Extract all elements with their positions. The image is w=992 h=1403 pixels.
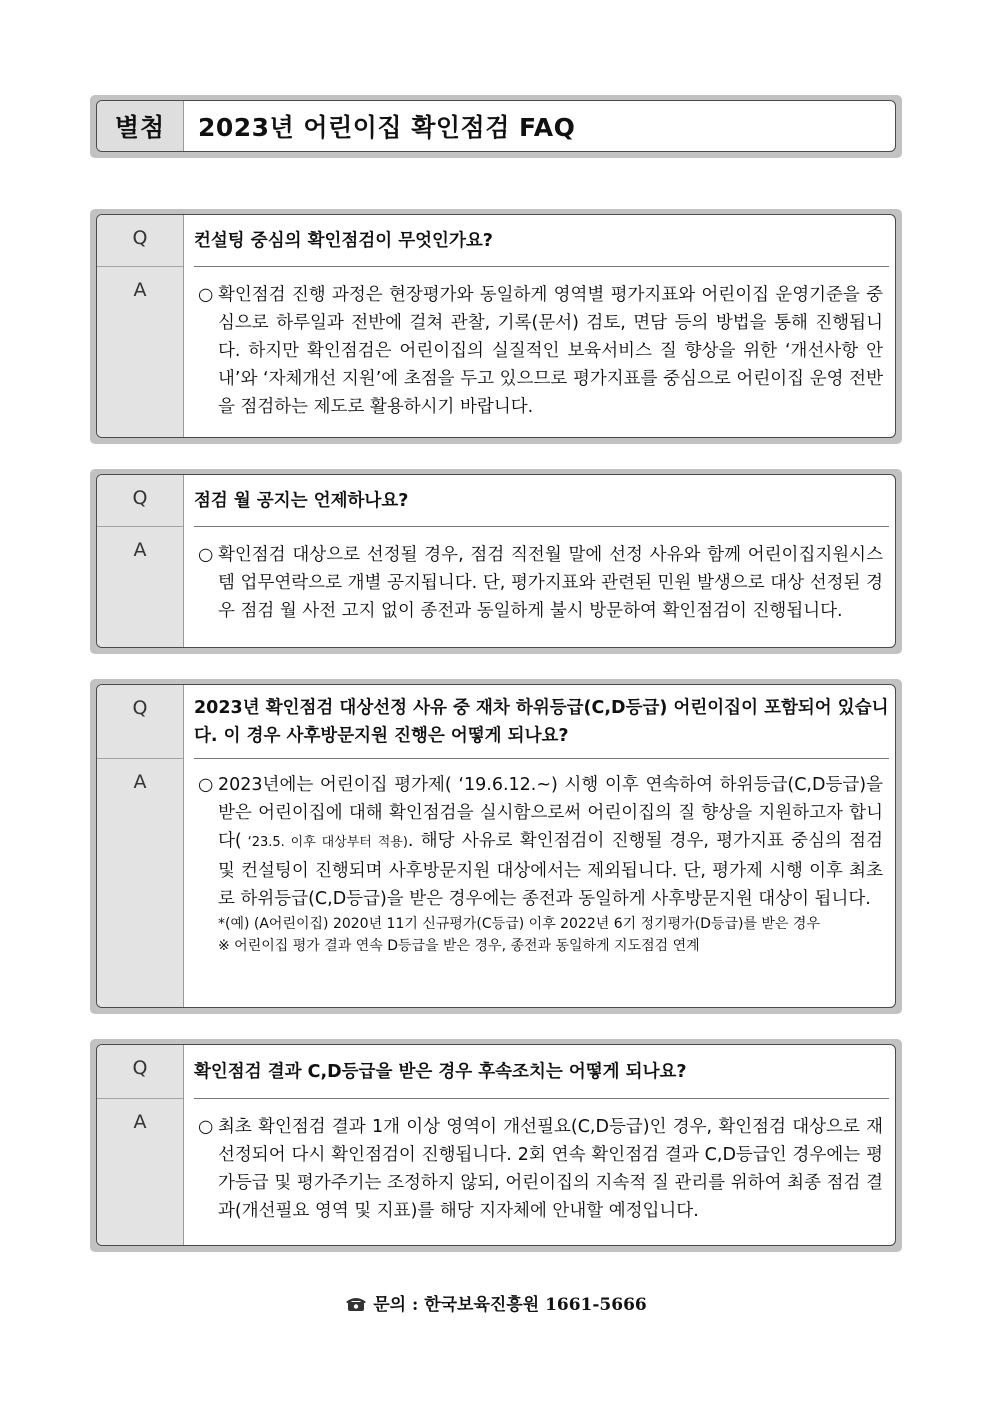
telephone-icon — [345, 1296, 367, 1317]
q-label: Q — [132, 697, 148, 719]
a-label: A — [133, 771, 147, 793]
page-title: 2023년 어린이집 확인점검 FAQ — [198, 113, 576, 142]
faq-answer-1: 확인점검 진행 과정은 현장평가와 동일하게 영역별 평가지표와 어린이집 운영기준을 중심으로 하루일과 전반에 걸쳐 관찰, 기록(문서) 검토, 면담 등의 방법을 통해 진행됩니다. 하지만 확인점검은 어린이집의 실질적인 보육서비스 질 향상을 위한 ‘개선사항 안내’와 ‘자체개선 지원’에 초점을 두고 있으므로 평가지표를 중심으로 어린이집 운영 전반을 점검하는 제도로 활용하시기 바랍니다. — [218, 285, 883, 417]
faq-answer-2: 확인점검 대상으로 선정될 경우, 점검 직전월 말에 선정 사유와 함께 어린이집지원시스템 업무연락으로 개별 공지됩니다. 단, 평가지표와 관련된 민원 발생으로 대상 선정된 경우 점검 월 사전 고지 없이 종전과 동일하게 불시 방문하여 확인점검이 진행됩니다. — [218, 545, 883, 621]
a-label: A — [133, 1111, 147, 1133]
bullet: ○ — [198, 775, 214, 795]
bullet: ○ — [198, 545, 214, 565]
faq-question-3: 2023년 확인점검 대상선정 사유 중 재차 하위등급(C,D등급) 어린이집이 포함되어 있습니다. 이 경우 사후방문지원 진행은 어떻게 되나요? — [194, 685, 889, 759]
faq-item-1 — [90, 209, 902, 444]
q-label: Q — [132, 1057, 148, 1079]
faq-item-2 — [90, 469, 902, 654]
attachment-label: 별첨 — [97, 101, 184, 151]
bullet: ○ — [198, 1117, 214, 1137]
faq-question-1: 컨설팅 중심의 확인점검이 무엇인가요? — [194, 215, 889, 267]
faq-answer-4: 최초 확인점검 결과 1개 이상 영역이 개선필요(C,D등급)인 경우, 확인점검 대상으로 재선정되어 다시 확인점검이 진행됩니다. 2회 연속 확인점검 결과 C,D등급인 경우에는 평가등급 및 평가주기는 조정하지 않되, 어린이집의 지속적 질 관리를 위하여 최종 점검 결과(개선필요 영역 및 지표)를 해당 지자체에 안내할 예정입니다. — [218, 1117, 883, 1221]
title-box — [90, 95, 902, 158]
bullet: ○ — [198, 285, 214, 305]
reference-note: ※ 어린이집 평가 결과 연속 D등급을 받은 경우, 종전과 동일하게 지도점검 연계 — [218, 938, 700, 954]
a-label: A — [133, 539, 147, 561]
faq-question-2: 점검 월 공지는 언제하나요? — [194, 475, 889, 527]
faq-question-4: 확인점검 결과 C,D등급을 받은 경우 후속조치는 어떻게 되나요? — [194, 1045, 889, 1099]
faq-answer-3: 2023년에는 어린이집 평가제( ‘19.6.12.~) 시행 이후 연속하여 하위등급(C,D등급)을 받은 어린이집에 대해 확인점검을 실시함으로써 어린이집의 질 향상을 지원하고자 합니다( ‘23.5. 이후 대상부터 적용). 해당 사유로 확인점검이 진행될 경우, 평가지표 중심의 점검 및 컨설팅이 진행되며 사후방문지원 대상에서는 제외됩니다. 단, 평가제 시행 이후 최초로 하위등급(C,D등급)을 받은 경우에는 종전과 동일하게 사후방문지원 대상이 됩니다. — [218, 775, 883, 909]
example-note: *(예) (A어린이집) 2020년 11기 신규평가(C등급) 이후 2022년 6기 정기평가(D등급)를 받은 경우 — [218, 916, 820, 932]
q-label: Q — [132, 487, 148, 509]
a-label: A — [133, 279, 147, 301]
faq-item-3 — [90, 679, 902, 1014]
faq-item-4 — [90, 1039, 902, 1252]
contact-text: 문의 : 한국보육진흥원 1661-5666 — [373, 1295, 647, 1315]
q-label: Q — [132, 227, 148, 249]
contact-info — [0, 1290, 992, 1317]
